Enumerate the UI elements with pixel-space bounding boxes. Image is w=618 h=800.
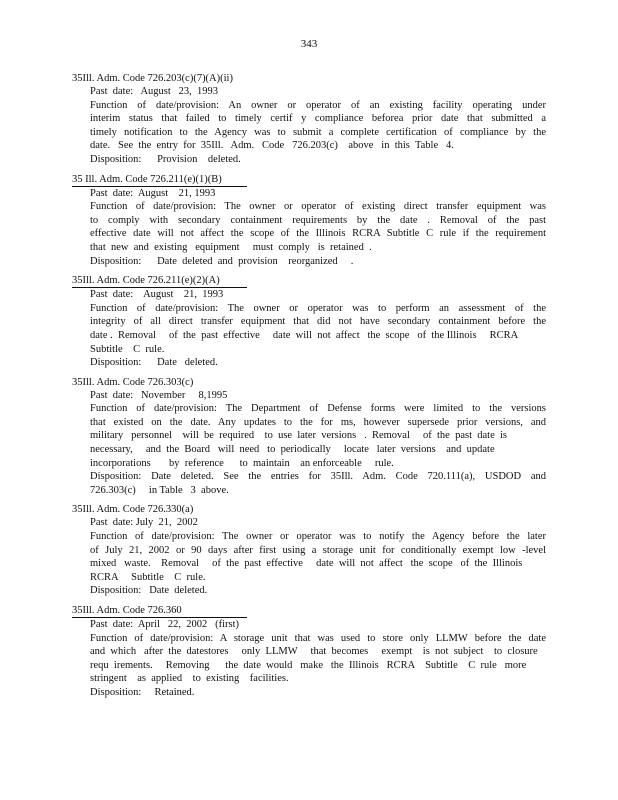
- past-date: Past date: July 21, 2002: [90, 517, 198, 529]
- citation: 35Ill. Adm. Code 726.330(a): [72, 504, 194, 516]
- citation: 35Ill. Adm. Code 726.360: [72, 604, 247, 618]
- function-text: Function of date/provision: The Department of Defense forms were limited to the versions: [90, 403, 546, 415]
- entry-726-360: [72, 604, 546, 700]
- table-entries: [72, 72, 546, 706]
- past-date: Past date: August 21, 1993: [90, 187, 216, 199]
- citation: 35Ill. Adm. Code 726.211(e)(2)(A): [72, 274, 247, 288]
- entry-body: [90, 618, 546, 700]
- function-text: effective date will not affect the scope of the Illinois RCRA Subtitle C rule if the requirement: [90, 228, 546, 240]
- function-text: interim status that failed to timely certif y compliance beforea prior date that submitted a: [90, 113, 546, 125]
- function-text: integrity of all direct transfer equipment that did not have secondary containment before the: [90, 316, 546, 328]
- citation: 35 Ill. Adm. Code 726.211(e)(1)(B): [72, 173, 247, 187]
- entry-726-211-e-1: [72, 173, 546, 269]
- entry-body: [90, 85, 546, 167]
- function-text: Function of date/provision: The owner or operator was to perform an assessment of the: [90, 302, 546, 314]
- function-text: date. See the entry for 35Ill. Adm. Code 726.203(c) above in this Table 4.: [90, 140, 454, 152]
- entry-726-211-e-2: [72, 274, 546, 370]
- citation: 35Ill. Adm. Code 726.303(c): [72, 376, 194, 388]
- entry-726-203: [72, 72, 546, 167]
- disposition: Disposition: Date deleted and provision reorganized .: [90, 255, 354, 267]
- function-text: Function of date/provision: The owner or operator was to notify the Agency before the later: [90, 531, 546, 543]
- entry-body: [90, 288, 546, 370]
- function-text: RCRA Subtitle C rule.: [90, 571, 206, 583]
- function-text: stringent as applied to existing facilities.: [90, 673, 289, 685]
- entry-726-330: [72, 503, 546, 598]
- disposition: Disposition: Provision deleted.: [90, 153, 241, 165]
- function-text: requ irements. Removing the date would make the Illinois RCRA Subtitle C rule more: [90, 659, 527, 671]
- function-text: Function of date/provision: The owner or operator of existing direct transfer equipment was: [90, 201, 546, 213]
- function-text: that new and existing equipment must comply is retained .: [90, 241, 372, 253]
- disposition: Disposition: Date deleted. See the entries for 35Ill. Adm. Code 720.111(a), USDOD and: [90, 471, 546, 483]
- disposition: 726.303(c) in Table 3 above.: [90, 484, 229, 496]
- function-text: Function of date/provision: A storage unit that was used to store only LLMW before the date: [90, 632, 546, 644]
- past-date: Past date: August 23, 1993: [90, 86, 219, 97]
- function-text: of July 21, 2002 or 90 days after first using a storage unit for conditionally exempt low -level: [90, 544, 546, 556]
- function-text: that existed on the date. Any updates to the for ms, however supersede prior versions, and: [90, 416, 546, 428]
- past-date: Past date: April 22, 2002 (first): [90, 619, 240, 630]
- page-number: 343: [300, 38, 318, 50]
- disposition: Disposition: Date deleted.: [90, 585, 208, 597]
- disposition: Disposition: Date deleted.: [90, 357, 218, 369]
- function-text: date . Removal of the past effective date will not affect the scope of the Illinois RCRA: [90, 329, 519, 341]
- function-text: timely notification to the Agency was to submit a complete certification of compliance by the: [90, 126, 546, 138]
- entry-body: [90, 389, 546, 498]
- function-text: to comply with secondary containment requirements by the date . Removal of the past: [90, 214, 546, 226]
- past-date: Past date: November 8,1995: [90, 389, 228, 401]
- past-date: Past date: August 21, 1993: [90, 289, 224, 301]
- function-text: mixed waste. Removal of the past effective date will not affect the scope of the Illinois: [90, 558, 523, 570]
- function-text: incorporations by reference to maintain an enforceable rule.: [90, 457, 394, 469]
- entry-726-303: [72, 376, 546, 498]
- entry-body: [90, 516, 546, 598]
- entry-body: [90, 187, 546, 269]
- function-text: Subtitle C rule.: [90, 343, 165, 355]
- disposition: Disposition: Retained.: [90, 686, 195, 698]
- function-text: military personnel will be required to use later versions . Removal of the past date is: [90, 430, 507, 442]
- function-text: Function of date/provision: An owner or operator of an existing facility operating under: [90, 99, 546, 111]
- function-text: and which after the datestores only LLMW that becomes exempt is not subject to closure: [90, 646, 538, 658]
- citation: 35Ill. Adm. Code 726.203(c)(7)(A)(ii): [72, 73, 233, 84]
- function-text: necessary, and the Board will need to periodically locate later versions and update: [90, 444, 495, 456]
